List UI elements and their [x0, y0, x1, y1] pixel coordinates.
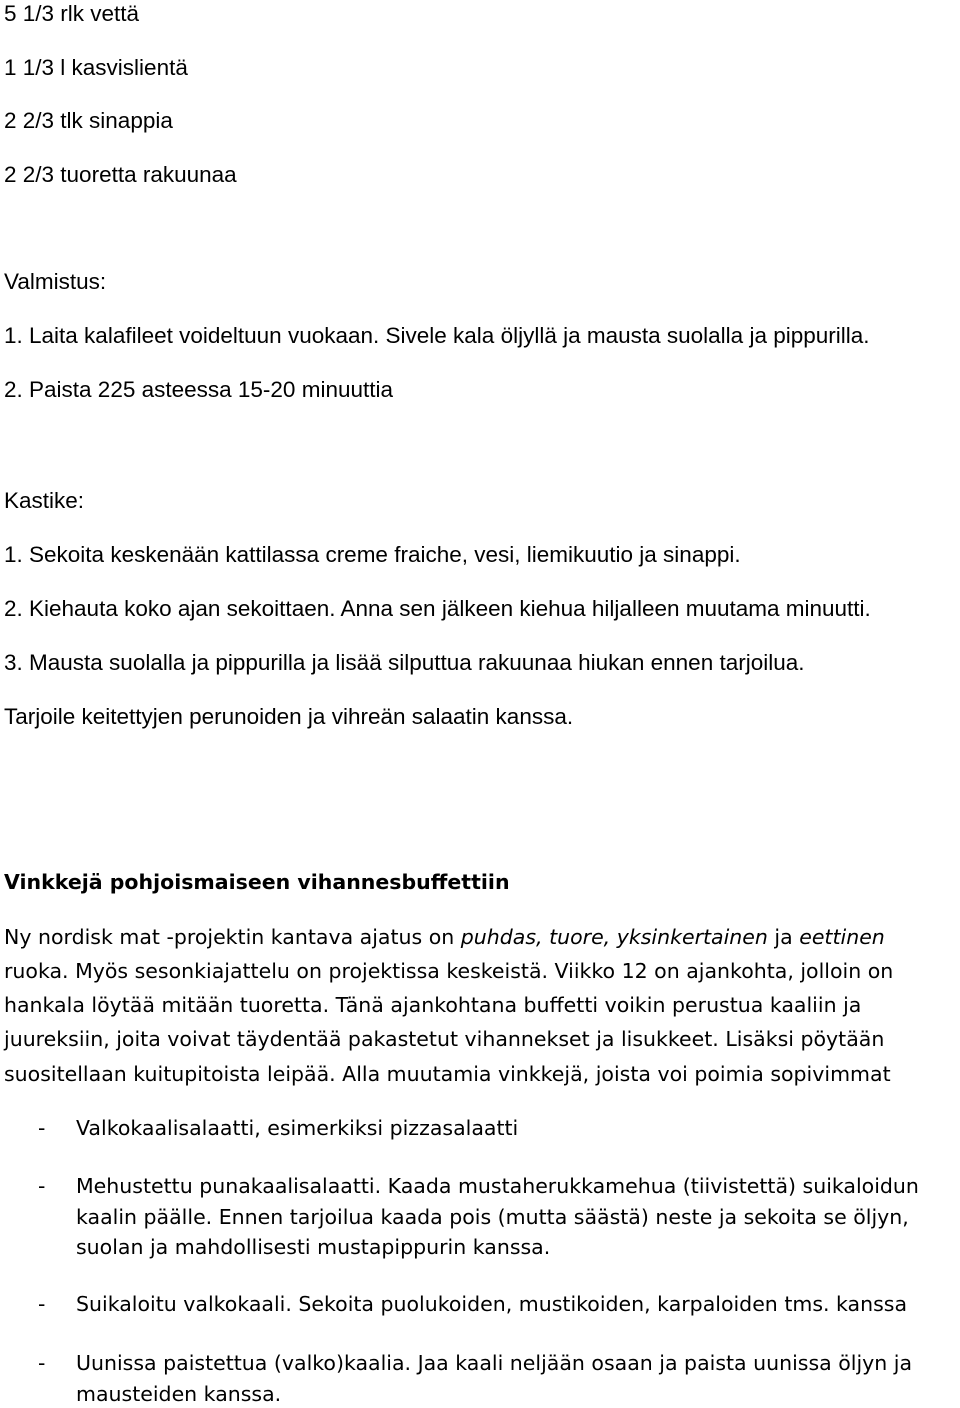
- kastike-line: Tarjoile keitettyjen perunoiden ja vihreän salaatin kanssa.: [4, 704, 574, 729]
- bullet-marker: -: [38, 1292, 46, 1316]
- bullet-item-continuation: mausteiden kanssa.: [76, 1382, 282, 1406]
- vinkit-intro-line: [4, 923, 885, 951]
- kastike-line: 2. Kiehauta koko ajan sekoittaen. Anna sen jälkeen kiehua hiljalleen muutama minuutti.: [4, 596, 871, 621]
- vinkit-paragraph-line: suositellaan kuitupitoista leipää. Alla muutamia vinkkejä, joista voi poimia sopivimmat: [4, 1062, 891, 1086]
- bullet-marker: -: [38, 1351, 46, 1375]
- ingredient-line: 2 2/3 tlk sinappia: [4, 108, 173, 133]
- kastike-line: 3. Mausta suolalla ja pippurilla ja lisää silputtua rakuunaa hiukan ennen tarjoilua.: [4, 650, 805, 675]
- valmistus-step: 2. Paista 225 asteessa 15-20 minuuttia: [4, 377, 393, 402]
- vinkit-heading: Vinkkejä pohjoismaiseen vihannesbuffettiin: [4, 870, 510, 894]
- bullet-item: Suikaloitu valkokaali. Sekoita puolukoiden, mustikoiden, karpaloiden tms. kanssa: [76, 1292, 908, 1316]
- vinkit-paragraph-line: juureksiin, joita voivat täydentää pakastetut vihannekset ja lisukkeet. Lisäksi pöytään: [4, 1027, 885, 1051]
- bullet-item-continuation: suolan ja mahdollisesti mustapippurin kanssa.: [76, 1235, 551, 1259]
- ingredient-line: 2 2/3 tuoretta rakuunaa: [4, 162, 237, 187]
- bullet-marker: -: [38, 1116, 46, 1140]
- intro-text: Ny nordisk mat -projektin kantava ajatus on: [4, 925, 461, 949]
- bullet-item: Valkokaalisalaatti, esimerkiksi pizzasalaatti: [76, 1116, 519, 1140]
- kastike-heading: Kastike:: [4, 488, 85, 513]
- intro-emphasis: puhdas, tuore, yksinkertainen: [460, 925, 768, 949]
- intro-emphasis: eettinen: [799, 925, 885, 949]
- bullet-marker: -: [38, 1174, 46, 1198]
- bullet-item-continuation: kaalin päälle. Ennen tarjoilua kaada pois (mutta säästä) neste ja sekoita se öljyn,: [76, 1205, 909, 1229]
- ingredient-line: 1 1/3 l kasvislientä: [4, 55, 188, 80]
- bullet-item: Uunissa paistettua (valko)kaalia. Jaa kaali neljään osaan ja paista uunissa öljyn ja: [76, 1351, 913, 1375]
- kastike-line: 1. Sekoita keskenään kattilassa creme fraiche, vesi, liemikuutio ja sinappi.: [4, 542, 741, 567]
- ingredient-line: 5 1/3 rlk vettä: [4, 1, 140, 26]
- bullet-item: Mehustettu punakaalisalaatti. Kaada mustaherukkamehua (tiivistettä) suikaloidun: [76, 1174, 919, 1198]
- valmistus-heading: Valmistus:: [4, 269, 107, 294]
- vinkit-paragraph-line: ruoka. Myös sesonkiajattelu on projektissa keskeistä. Viikko 12 on ajankohta, jolloin on: [4, 959, 894, 983]
- vinkit-paragraph-line: hankala löytää mitään tuoretta. Tänä ajankohtana buffetti voikin perustua kaaliin ja: [4, 993, 862, 1017]
- valmistus-step: 1. Laita kalafileet voideltuun vuokaan. Sivele kala öljyllä ja mausta suolalla ja pippurilla.: [4, 323, 870, 348]
- intro-text: ja: [767, 925, 800, 949]
